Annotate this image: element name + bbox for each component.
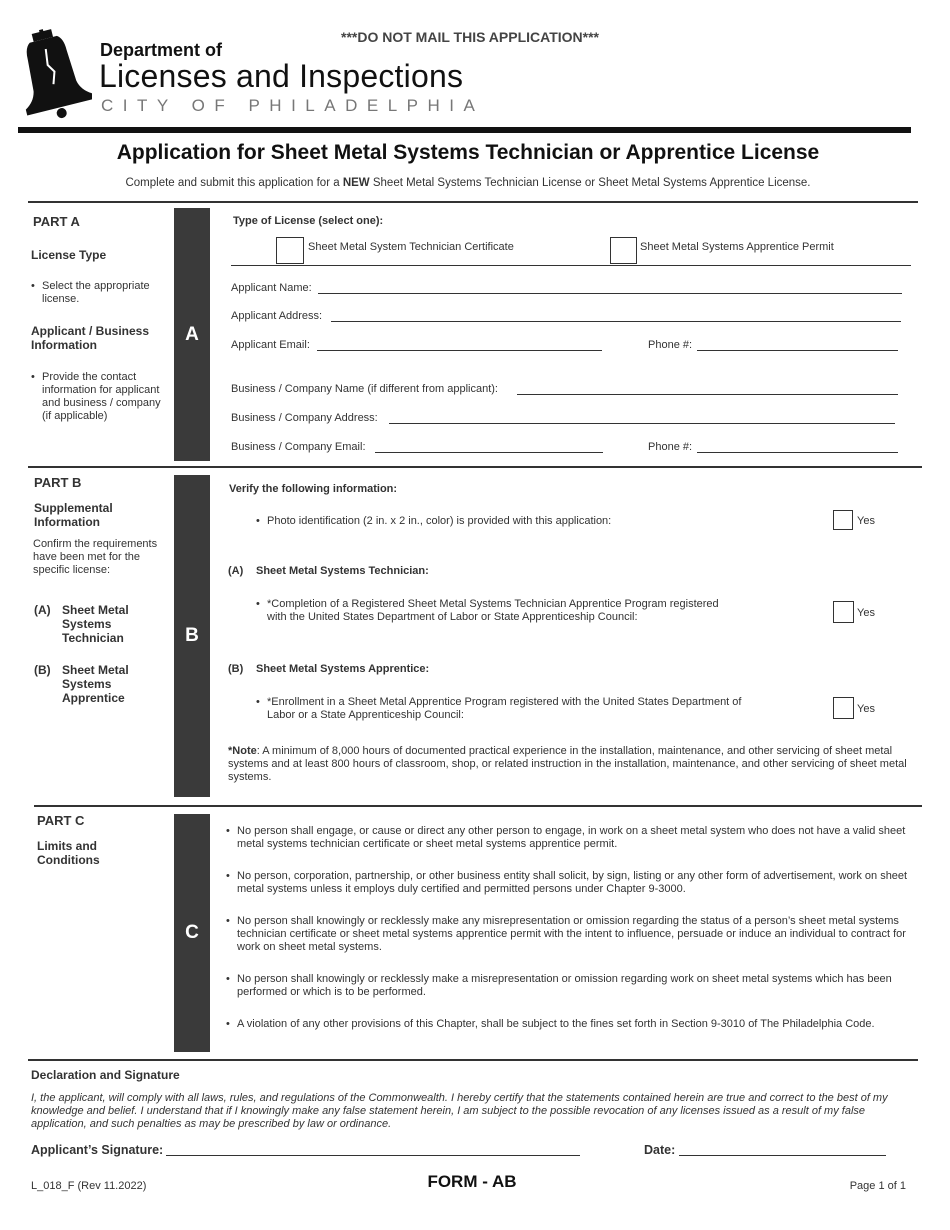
divider-bc xyxy=(34,805,922,807)
city-label: CITY OF PHILADELPHIA xyxy=(101,96,485,115)
applicant-address-label: Applicant Address: xyxy=(231,310,323,322)
limit-item: • No person shall knowingly or recklessly make any misrepresentation or omission regarding the status of a person’s sheet metal systems technician certificate or sheet metal systems apprentice permit with the intent to influence, persuade or induce an individual to contract for work on sheet metal systems. xyxy=(226,915,920,954)
photo-requirement: • Photo identification (2 in. x 2 in., color) is provided with this application: xyxy=(256,515,816,528)
technician-tag: (A) xyxy=(228,565,244,577)
form-name: FORM - AB xyxy=(427,1172,517,1191)
supplemental-heading: Supplemental Information xyxy=(34,501,113,529)
confirm-text: Confirm the requirements have been met for the specific license: xyxy=(33,538,158,576)
header-rule xyxy=(18,127,911,133)
limit-item: • No person, corporation, partnership, or other business entity shall solicit, by sign, listing or any other form of advertisement, work on sheet metal systems unless it employs duly certified and permitted persons under Chapter 9-3000. xyxy=(226,870,920,896)
apprentice-requirement: • *Enrollment in a Sheet Metal Apprentice Program registered with the United States Department of Labor or a State Apprenticeship Council: xyxy=(256,696,766,722)
license-type-heading: License Type xyxy=(31,248,107,262)
applicant-phone-field[interactable] xyxy=(697,350,898,351)
date-label: Date: xyxy=(644,1143,676,1157)
business-name-label: Business / Company Name (if different from applicant): xyxy=(231,383,498,395)
page-title: Application for Sheet Metal Systems Technician or Apprentice License xyxy=(116,141,820,164)
applicant-email-field[interactable] xyxy=(317,350,602,351)
license-type-label: Type of License (select one): xyxy=(233,215,384,227)
technician-yes-checkbox[interactable] xyxy=(833,601,854,623)
declaration-text: I, the applicant, will comply with all laws, rules, and regulations of the Commonwealth. I hereby certify that the statements contained herein are true and correct to the best of my knowledge and belief. I understand that if I knowingly make any false statement herein, I am subject to the possible revocation of any licenses issued as a result of my false application, and such penalties as may be prescribed by law or ordinance. xyxy=(31,1092,888,1130)
apprentice-permit-label: Sheet Metal Systems Apprentice Permit xyxy=(640,241,834,253)
side-tag-a: (A) xyxy=(34,603,51,617)
technician-requirement: • *Completion of a Registered Sheet Metal Systems Technician Apprentice Program registered with the United States Department of Labor or State Apprenticeship Council: xyxy=(256,598,726,624)
signature-label: Applicant’s Signature: xyxy=(31,1143,164,1157)
limit-item: • No person shall knowingly or recklessly make a misrepresentation or omission regarding work on sheet metal systems which has been performed or which is to be performed. xyxy=(226,973,920,999)
apprentice-yes-checkbox[interactable] xyxy=(833,697,854,719)
applicant-name-label: Applicant Name: xyxy=(231,282,312,294)
applicant-name-field[interactable] xyxy=(318,293,902,294)
part-c-heading: PART C xyxy=(37,813,85,828)
applicant-phone-label: Phone #: xyxy=(648,339,693,351)
side-apprentice-label: Sheet Metal Systems Apprentice xyxy=(62,663,129,705)
business-email-label: Business / Company Email: xyxy=(231,441,366,453)
applicant-info-heading: Applicant / Business Information xyxy=(31,324,150,352)
business-phone-field[interactable] xyxy=(697,452,898,453)
business-email-field[interactable] xyxy=(375,452,603,453)
technician-heading: Sheet Metal Systems Technician: xyxy=(256,565,429,577)
divider-ab xyxy=(28,466,922,468)
technician-certificate-label: Sheet Metal System Technician Certificate xyxy=(308,241,514,253)
technician-yes-label: Yes xyxy=(857,607,875,619)
verify-heading: Verify the following information: xyxy=(229,483,398,495)
apprentice-yes-label: Yes xyxy=(857,703,875,715)
liberty-bell-logo xyxy=(14,28,92,120)
photo-yes-checkbox[interactable] xyxy=(833,510,853,530)
side-tag-b: (B) xyxy=(34,663,51,677)
limits-list xyxy=(226,825,920,1031)
part-a-heading: PART A xyxy=(33,214,80,229)
apprentice-heading: Sheet Metal Systems Apprentice: xyxy=(256,663,430,675)
technician-certificate-checkbox[interactable] xyxy=(276,237,304,264)
part-b-heading: PART B xyxy=(34,475,82,490)
applicant-info-instructions: • Provide the contact information for applicant and business / company (if applicable) xyxy=(31,371,163,423)
business-name-field[interactable] xyxy=(517,394,898,395)
license-type-instructions: • Select the appropriate license. xyxy=(31,280,161,306)
divider-top xyxy=(28,201,918,203)
business-address-label: Business / Company Address: xyxy=(231,412,378,424)
department-label: Department of xyxy=(100,40,223,60)
limits-heading: Limits and Conditions xyxy=(37,839,100,867)
business-address-field[interactable] xyxy=(389,423,895,424)
applicant-address-field[interactable] xyxy=(331,321,901,322)
divider-decl xyxy=(28,1059,918,1061)
intro-text: Complete and submit this application for a NEW Sheet Metal Systems Technician License or Sheet Metal Systems Apprentice License. xyxy=(125,177,811,189)
limit-item: • No person shall engage, or cause or direct any other person to engage, in work on a sheet metal system who does not have a valid sheet metal systems technician certificate or sheet metal systems apprentice permit. xyxy=(226,825,920,851)
part-a-sidebar: A xyxy=(174,208,210,461)
form-code: L_018_F (Rev 11.2022) xyxy=(31,1180,147,1192)
do-not-mail-notice: ***DO NOT MAIL THIS APPLICATION*** xyxy=(341,29,599,45)
page-number: Page 1 of 1 xyxy=(849,1180,906,1192)
apprentice-permit-checkbox[interactable] xyxy=(610,237,637,264)
date-field[interactable] xyxy=(679,1155,886,1156)
business-phone-label: Phone #: xyxy=(648,441,693,453)
limit-item: • A violation of any other provisions of this Chapter, shall be subject to the fines set forth in Section 9-3010 of The Philadelphia Code. xyxy=(226,1018,920,1031)
department-name: Licenses and Inspections xyxy=(99,58,464,94)
part-b-sidebar: B xyxy=(174,475,210,797)
part-c-sidebar: C xyxy=(174,814,210,1052)
applicant-email-label: Applicant Email: xyxy=(231,339,310,351)
apprentice-tag: (B) xyxy=(228,663,244,675)
side-technician-label: Sheet Metal Systems Technician xyxy=(62,603,129,645)
experience-note: *Note: A minimum of 8,000 hours of documented practical experience in the installation, maintenance, and other servicing of sheet metal systems and at least 800 hours of classroom, shop, or related instruction in the installation, maintenance, and other servicing of sheet metal systems. xyxy=(228,745,907,783)
declaration-heading: Declaration and Signature xyxy=(31,1068,180,1082)
license-type-rule xyxy=(231,265,911,266)
signature-field[interactable] xyxy=(166,1155,580,1156)
photo-yes-label: Yes xyxy=(857,515,875,527)
